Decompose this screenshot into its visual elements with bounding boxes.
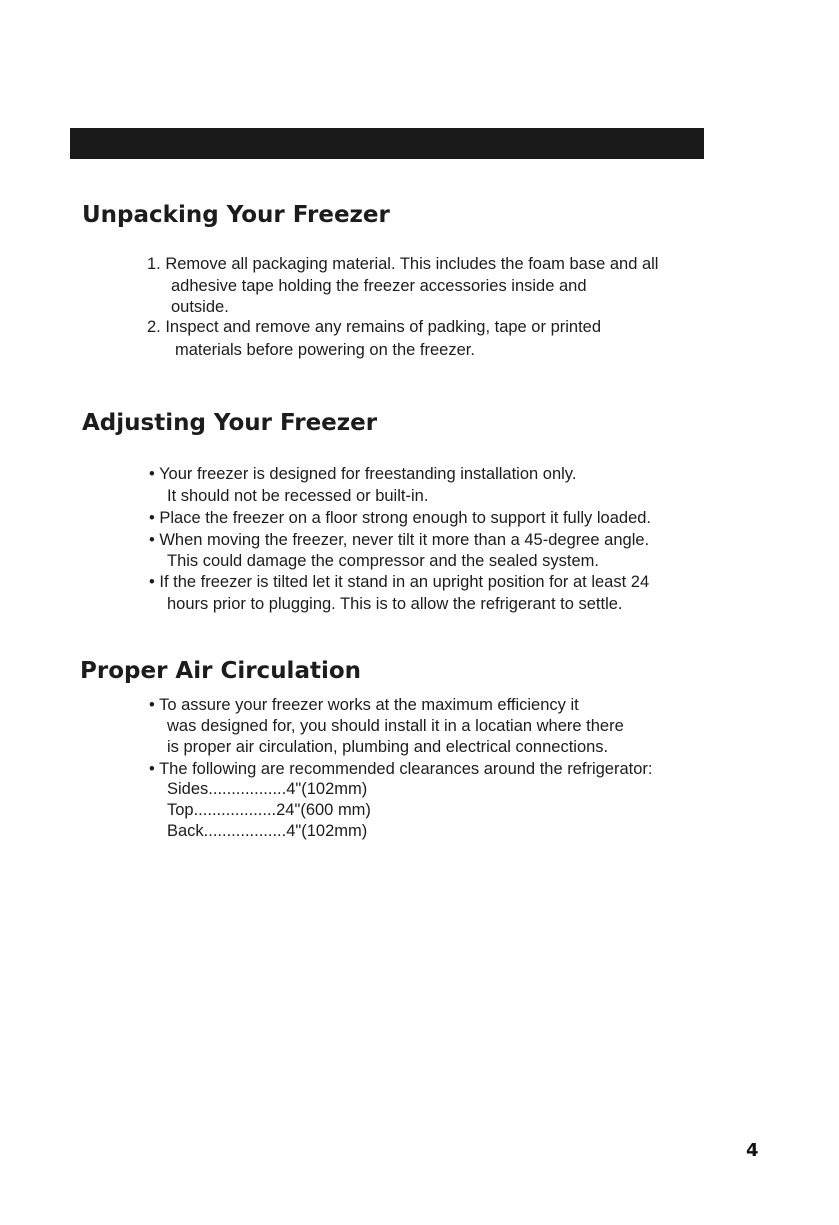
section-title-air-circulation: Proper Air Circulation <box>80 658 362 684</box>
unpacking-step-2-line-1: 2. Inspect and remove any remains of padking, tape or printed <box>147 318 602 336</box>
page-number: 4 <box>746 1140 759 1161</box>
air-bullet-1-line-2: was designed for, you should install it in a locatian where there <box>167 717 624 735</box>
air-bullet-1-line-3: is proper air circulation, plumbing and electrical connections. <box>167 738 609 756</box>
adjusting-bullet-1-line-2: It should not be recessed or built-in. <box>167 487 429 505</box>
section-title-adjusting: Adjusting Your Freezer <box>82 410 378 436</box>
clearance-sides: Sides.................4"(102mm) <box>167 780 368 798</box>
adjusting-bullet-4-line-2: hours prior to plugging. This is to allow the refrigerant to settle. <box>167 595 623 613</box>
adjusting-bullet-4-line-1: • If the freezer is tilted let it stand in an upright position for at least 24 <box>149 573 650 591</box>
clearance-back: Back..................4"(102mm) <box>167 822 368 840</box>
unpacking-step-1-line-2: adhesive tape holding the freezer accessories inside and <box>171 277 587 295</box>
unpacking-step-1-line-3: outside. <box>171 298 229 316</box>
adjusting-bullet-1-line-1: • Your freezer is designed for freestanding installation only. <box>149 465 577 483</box>
unpacking-step-2-line-2: materials before powering on the freezer. <box>175 341 475 359</box>
air-bullet-2: • The following are recommended clearances around the refrigerator: <box>149 760 653 778</box>
unpacking-step-1-line-1: 1. Remove all packaging material. This includes the foam base and all <box>147 255 659 273</box>
adjusting-bullet-2: • Place the freezer on a floor strong enough to support it fully loaded. <box>149 509 652 527</box>
clearance-top: Top..................24"(600 mm) <box>167 801 371 819</box>
adjusting-bullet-3-line-1: • When moving the freezer, never tilt it more than a 45-degree angle. <box>149 531 650 549</box>
section-title-unpacking: Unpacking Your Freezer <box>82 202 390 228</box>
adjusting-bullet-3-line-2: This could damage the compressor and the sealed system. <box>167 552 599 570</box>
header-bar <box>70 128 704 159</box>
air-bullet-1-line-1: • To assure your freezer works at the maximum efficiency it <box>149 696 579 714</box>
